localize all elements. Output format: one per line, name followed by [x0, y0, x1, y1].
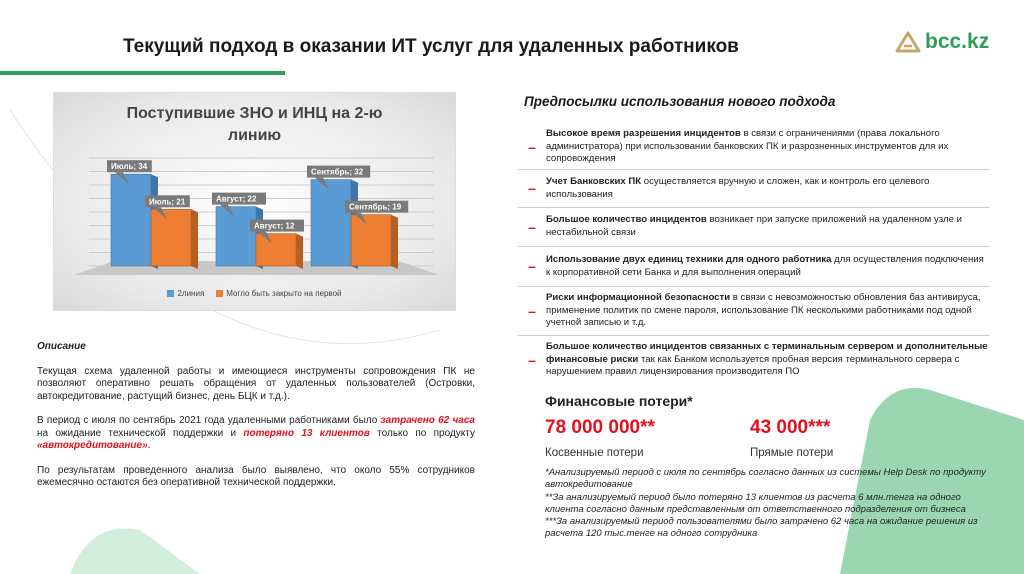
chart-legend — [54, 289, 455, 298]
dash-icon: – — [528, 351, 536, 368]
logo-text: bcc.kz — [925, 30, 990, 53]
bar-side — [191, 209, 198, 269]
description-p2 — [37, 415, 475, 453]
description-p1: Текущая схема удаленной работы и имеющиеся инструменты сопровождения ПК не позволяют оперативно решать обращения от удаленных пользователей (Островки, автокредитование, растущий бизнес, день БЦК и т.д.). — [37, 365, 475, 402]
list-item — [518, 208, 990, 247]
prereq-title: Предпосылки использования нового подхода — [524, 94, 836, 109]
prereq-list — [518, 125, 990, 384]
footnotes — [545, 467, 990, 541]
dash-icon: – — [528, 138, 536, 155]
page-title: Текущий подход в оказании ИТ услуг для удаленных работников — [123, 36, 739, 57]
data-label: Август; 12 — [254, 221, 295, 231]
text: только по продукту — [369, 427, 475, 439]
data-label: Июль; 34 — [111, 162, 148, 172]
highlight-clients: потеряно 13 клиентов — [243, 427, 370, 439]
highlight-hours: затрачено 62 часа — [380, 415, 475, 426]
item-text: осуществляется вручную и сложен, как и контроль его целевого использования — [546, 175, 930, 200]
item-text: так как Банком используется пробная версия терминального сервера с нарушением правил лицензирования производителя ПО — [546, 353, 960, 378]
bar — [256, 234, 296, 266]
item-text: возникает при запуске приложений на удаленном узле и нестабильной связи — [546, 214, 962, 238]
item-text: в связи с невозможностью обновления баз антивируса, применение политик по смене пароля, использование ПК несколькими работниками под одной учетной записью и т.д. — [546, 292, 981, 329]
footnote-2: **За анализируемый период было потеряно 13 клиентов из расчета 6 млн.тенга на одного клиента согласно данным представленным от ответственного подразделения от бизнеса — [545, 491, 966, 515]
dash-icon: – — [528, 180, 536, 197]
list-item — [518, 170, 990, 208]
description-p3: По результатам проведенного анализа было выявлено, что около 55% сотрудников ежемесячно остаются без оперативной технической поддержки. — [37, 464, 475, 488]
data-label: Сентябрь; 19 — [349, 202, 402, 212]
text: на ожидание технической поддержки и — [37, 427, 244, 439]
item-bold: Использование двух единиц техники для одного работника — [546, 253, 832, 265]
legend-label: 2линия — [177, 289, 205, 298]
list-item — [518, 287, 990, 336]
text: В период с июля по сентябрь 2021 года удаленными работниками было — [37, 415, 381, 426]
bar — [311, 180, 351, 266]
item-text: для осуществления подключения к корпоративной сети Банка и для выполнения операций — [546, 253, 984, 278]
text: . — [147, 440, 151, 451]
description — [37, 341, 475, 502]
direct-value: 43 000*** — [750, 417, 831, 438]
item-bold: Риски информационной безопасности — [546, 292, 731, 304]
bar-side — [296, 234, 303, 269]
bar — [151, 209, 191, 266]
bar-side — [391, 215, 398, 269]
list-item — [518, 336, 990, 384]
bcc-logo — [895, 30, 989, 54]
footnote-1: *Анализируемый период с июля по сентябрь согласно данных из системы Help Desk по продукту автокредитование — [545, 467, 986, 491]
description-heading: Описание — [37, 341, 86, 352]
title-underline — [0, 71, 285, 75]
data-label: Август; 22 — [216, 194, 257, 204]
chart-title: Поступившие ЗНО и ИНЦ на 2-ю линию — [126, 105, 383, 144]
data-label: Июль; 21 — [149, 197, 186, 207]
legend-item — [167, 289, 204, 298]
legend-item — [216, 289, 341, 298]
bar — [351, 215, 391, 266]
legend-label: Могло быть закрыто на первой — [226, 289, 342, 298]
dash-icon: – — [528, 302, 536, 319]
indirect-value: 78 000 000** — [545, 417, 655, 438]
list-item — [518, 247, 990, 287]
item-bold: Высокое время разрешения инцидентов — [546, 128, 741, 140]
bar — [216, 207, 256, 266]
chart — [53, 92, 456, 311]
dash-icon: – — [528, 218, 536, 235]
logo-triangle-icon — [895, 31, 921, 53]
list-item — [518, 125, 990, 170]
item-text: в связи с ограничениями (права локального администратора) при использовании банковских ПК и разрозненных инструментов для их сопровождения — [546, 128, 949, 165]
item-bold: Большое количество инцидентов — [546, 214, 707, 226]
financial-losses — [545, 393, 995, 541]
bar — [111, 174, 151, 266]
data-label: Сентябрь; 32 — [311, 167, 364, 177]
highlight-product: «автокредитование» — [37, 440, 148, 451]
footnote-3: ***За анализируемый период пользователями было затрачено 62 часа на ожидание решения из расчета 120 тыс.тенге на одного сотрудника — [545, 516, 978, 540]
item-bold: Учет Банковских ПК — [546, 175, 642, 187]
item-bold: Большое количество инцидентов связанных с терминальным сервером и дополнительные финансовые риски — [546, 341, 988, 365]
dash-icon: – — [528, 258, 536, 275]
financial-title: Финансовые потери* — [545, 393, 693, 409]
indirect-label: Косвенные потери — [545, 447, 644, 459]
direct-label: Прямые потери — [750, 447, 834, 459]
